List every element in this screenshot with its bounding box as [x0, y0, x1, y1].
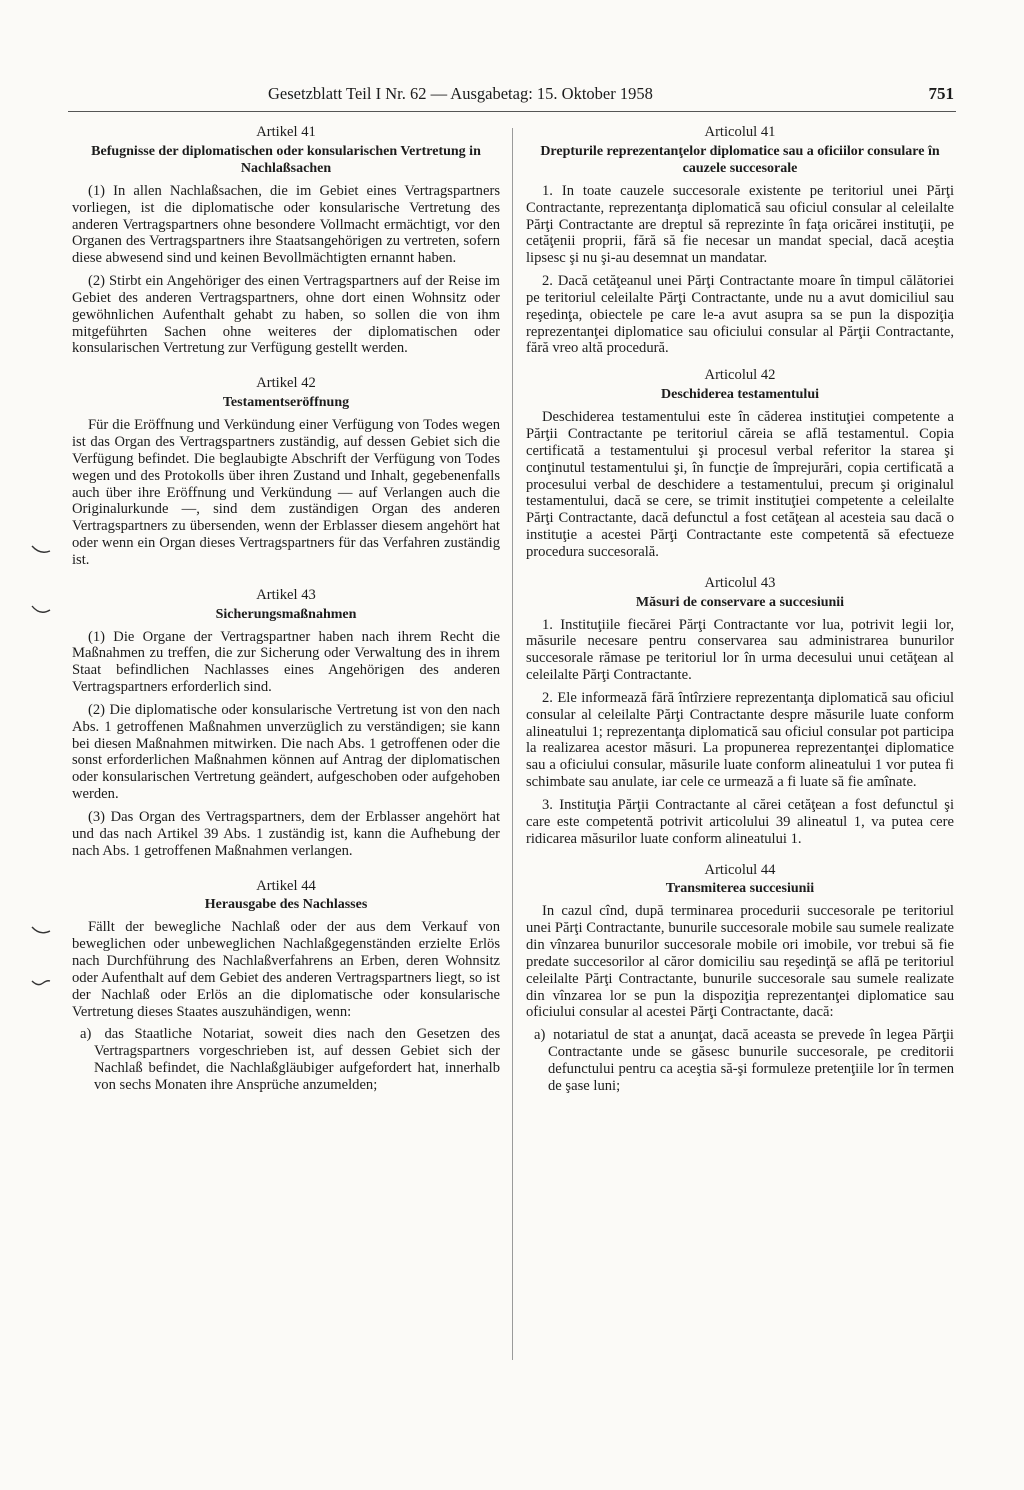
paragraph: (3) Das Organ des Vertragspartners, dem der Erblasser angehört hat und das nach Artikel 39 Abs. 1 zuständig ist, kann die Aufhebung der nach Abs. 1 getroffenen Maßnahmen verlangen.: [72, 809, 500, 859]
paragraph: 1. In toate cauzele succesorale existente pe teritoriul unei Părţi Contractante, reprezentanţa diplomatică sau oficiul consular al celeilalte Părţi Contractante are dreptul să reprezinte în faţa oricărei instituţii, pe cetăţenii proprii, fără să fie necesar un mandat special, dacă aceştia lipsesc şi nu şi-au desemnat un mandatar.: [526, 182, 954, 267]
paragraph: (1) Die Organe der Vertragspartner haben nach ihrem Recht die Maßnahmen zu treffen, die zur Sicherung oder Verwaltung des in ihrem Staat befindlichen Nachlasses eines Angehörigen des anderen Vertragspartners erforderlich sind.: [72, 628, 500, 696]
paragraph: Für die Eröffnung und Verkündung einer Verfügung von Todes wegen ist das Organ des Vertragspartners zuständig, auf dessen Gebiet sich die Verfügung befindet. Die beglaubigte Abschrift der Verfügung von Todes wegen und des Protokolls über ihren Zustand und Inhalt, gegebenenfalls auch über ihre Eröffnung und Verkündung — auf Verlangen auch die Originalurkunde —, sind dem zuständigen Organ des anderen Vertragspartners zu übersenden, wenn der Erblasser diesem angehört hat oder wenn ein Organ dieses Vertragspartners für das Verfahren zuständig ist.: [72, 417, 500, 568]
article-title: Articolul 41: [704, 124, 776, 140]
paragraph: (1) In allen Nachlaßsachen, die im Gebiet eines Vertragspartners vorliegen, ist die diplomatische oder konsularische Vertretung des anderen Vertragspartners ohne besondere Vollmacht ermächtigt, vor den Organen des Vertragspartners ihre Staatsangehörigen zu vertreten, sofern diese abwesend sind und keinen Bevollmächtigten ernannt haben.: [72, 182, 500, 267]
article-title: Artikel 41: [256, 124, 316, 140]
list-item-label: a): [80, 1026, 92, 1043]
paragraph: (2) Die diplomatische oder konsularische Vertretung ist von den nach Abs. 1 getroffenen Maßnahmen unverzüglich zu verständigen; sie kann bei diesen Maßnahmen mitwirken. Die nach Abs. 1 getroffenen oder die sonst erforderlichen Maßnahmen können auf Antrag der diplomatischen oder konsularischen Vertretung geändert, aufgeschoben oder aufgehoben werden.: [72, 701, 500, 803]
header-rule: [68, 111, 956, 112]
margin-mark: [30, 924, 52, 938]
article-heading: Drepturile reprezentanţelor diplomatice sau a oficiilor consulare în cauzele succesorale: [540, 143, 940, 176]
page-number: 751: [928, 84, 954, 103]
paragraph: Deschiderea testamentului este în căderea instituţiei competente a Părţii Contractante pe teritoriul căreia se află testamentul. Copia certificată a testamentului şi procesul verbal referitor la starea şi conţinutul testamentului şi, în funcţie de împrejurări, copia certificată a procesului verbal de deschidere a testamentului, precum şi originalul testamentului, dacă se cere, se trimit instituţiei competente a celeilalte Părţi Contractante, dacă defunctul a fost cetăţean al acesteia sau dacă o instituţie a acestei Părţi Contractante este competentă să efectueze procedura succesorală.: [526, 409, 954, 560]
article-title: Artikel 44: [256, 877, 316, 894]
column-divider: [512, 128, 513, 1360]
list-item: [526, 1027, 954, 1094]
paragraph: 1. Instituţiile fiecărei Părţi Contractante vor lua, potrivit legii lor, măsurile necesare pentru conservarea sau administrarea bunurilor succesorale rămase pe teritoriul lor în urma decesului unui cetăţean al celeilalte Părţi Contractante.: [526, 616, 954, 684]
page-header: [268, 84, 954, 108]
paragraph: In cazul cînd, după terminarea procedurii succesorale pe teritoriul unei Părţi Contractante, bunurile succesorale mobile sau sumele realizate din vînzarea bunurilor succesorale mobile ori imobile, vor trebui să fie predate succesorilor al căror domiciliu sau reşedinţă se află pe teritoriul celeilalte Părţi Contractante, bunurile succesorale sau sumele realizate din vînzarea lor se pun la dispoziţia reprezentanţei diplomatice sau oficiului consular al acestei Părţi Contractante, dacă:: [526, 903, 954, 1021]
margin-mark: [30, 976, 52, 990]
article-title: Artikel 42: [256, 375, 316, 392]
paragraph: 2. Ele informează fără întîrziere reprezentanţa diplomatică sau oficiul consular al celeilalte Părţi Contractante despre măsurile luate conform alineatului 1; reprezentanţa diplomatică sau oficiul consular pot participa la realizarea acestor măsuri. La propunerea reprezentanţei diplomatice sau a oficiului consular, măsurile luate conform alineatului 1 vor putea fi schimbate sau anulate, iar cele ce urmează a fi luate să fie amînate.: [526, 689, 954, 791]
list-item-text: notariatul de stat a anunţat, dacă aceasta se prevede în legea Părţii Contractante unde se găsesc bunurile succesorale, pe creditorii defunctului pentru ca aceştia să-şi formuleze pretenţiile lor în termen de şase luni;: [548, 1027, 954, 1094]
article-title: Articolul 43: [704, 574, 776, 591]
list-item-text: das Staatliche Notariat, soweit dies nach den Gesetzen des Vertragspartners vorgeschrieben ist, auf dessen Gebiet sich der Nachlaß befindet, die Nachlaßgläubiger aufgefordert hat, innerhalb von sechs Monaten ihre Ansprüche anzumelden;: [94, 1026, 501, 1093]
article-heading: Testamentseröffnung: [222, 395, 350, 411]
romanian-column: [526, 124, 954, 1101]
margin-mark: [30, 543, 52, 557]
article-heading: Herausgabe des Nachlasses: [204, 897, 368, 913]
article-heading: Befugnisse der diplomatischen oder konsularischen Vertretung in Nachlaßsachen: [91, 143, 481, 176]
list-item: [72, 1026, 500, 1093]
paragraph: 2. Dacă cetăţeanul unei Părţi Contractante moare în timpul călătoriei pe teritoriul celeilalte Părţi Contractante, unde nu a avut domiciliul sau reşedinţa, obiectele pe care le-a avut asupra sa se pun la dispoziţia reprezentanţei diplomatice sau oficiului consular al Părţii Contractante, fără vreo altă procedură.: [526, 273, 954, 357]
paragraph: (2) Stirbt ein Angehöriger des einen Vertragspartners auf der Reise im Gebiet des anderen Vertragspartners, ohne dort einen Wohnsitz oder gewöhnlichen Aufenthalt gehabt zu haben, so sollen die von ihm mitgeführten Sachen ohne weiteres der diplomatischen oder konsularischen Vertretung zur Verfügung gestellt werden.: [72, 273, 500, 357]
article-title: Artikel 43: [256, 586, 316, 603]
article-heading: Sicherungsmaßnahmen: [215, 606, 357, 622]
gazette-title: Gesetzblatt Teil I Nr. 62 — Ausgabetag: 15. Oktober 1958: [268, 84, 653, 103]
article-heading: Deschiderea testamentului: [661, 387, 819, 403]
article-heading: Măsuri de conservare a succesiunii: [635, 594, 845, 610]
article-title: Articolul 44: [704, 861, 776, 878]
article-title: Articolul 42: [704, 367, 776, 384]
german-column: [72, 124, 500, 1100]
article-heading: Transmiterea succesiunii: [665, 881, 815, 897]
margin-mark: [30, 604, 52, 618]
paragraph: 3. Instituţia Părţii Contractante al cărei cetăţean a fost defunctul şi care este competentă potrivit articolului 39 alineatul 1, va putea cere ridicarea măsurilor luate conform alineatului 1.: [526, 797, 954, 847]
paragraph: Fällt der bewegliche Nachlaß oder der aus dem Verkauf von beweglichen oder unbeweglichen Nachlaßgegenständen erzielte Erlös nach Durchführung des Nachlaßverfahrens an Erben, deren Wohnsitz oder Aufenthalt auf dem Gebiet des anderen Vertragspartners liegt, so ist der Nachlaß oder Erlös an die diplomatische oder konsularische Vertretung dieses Staates auszuhändigen, wenn:: [72, 919, 500, 1020]
list-item-label: a): [534, 1027, 546, 1044]
